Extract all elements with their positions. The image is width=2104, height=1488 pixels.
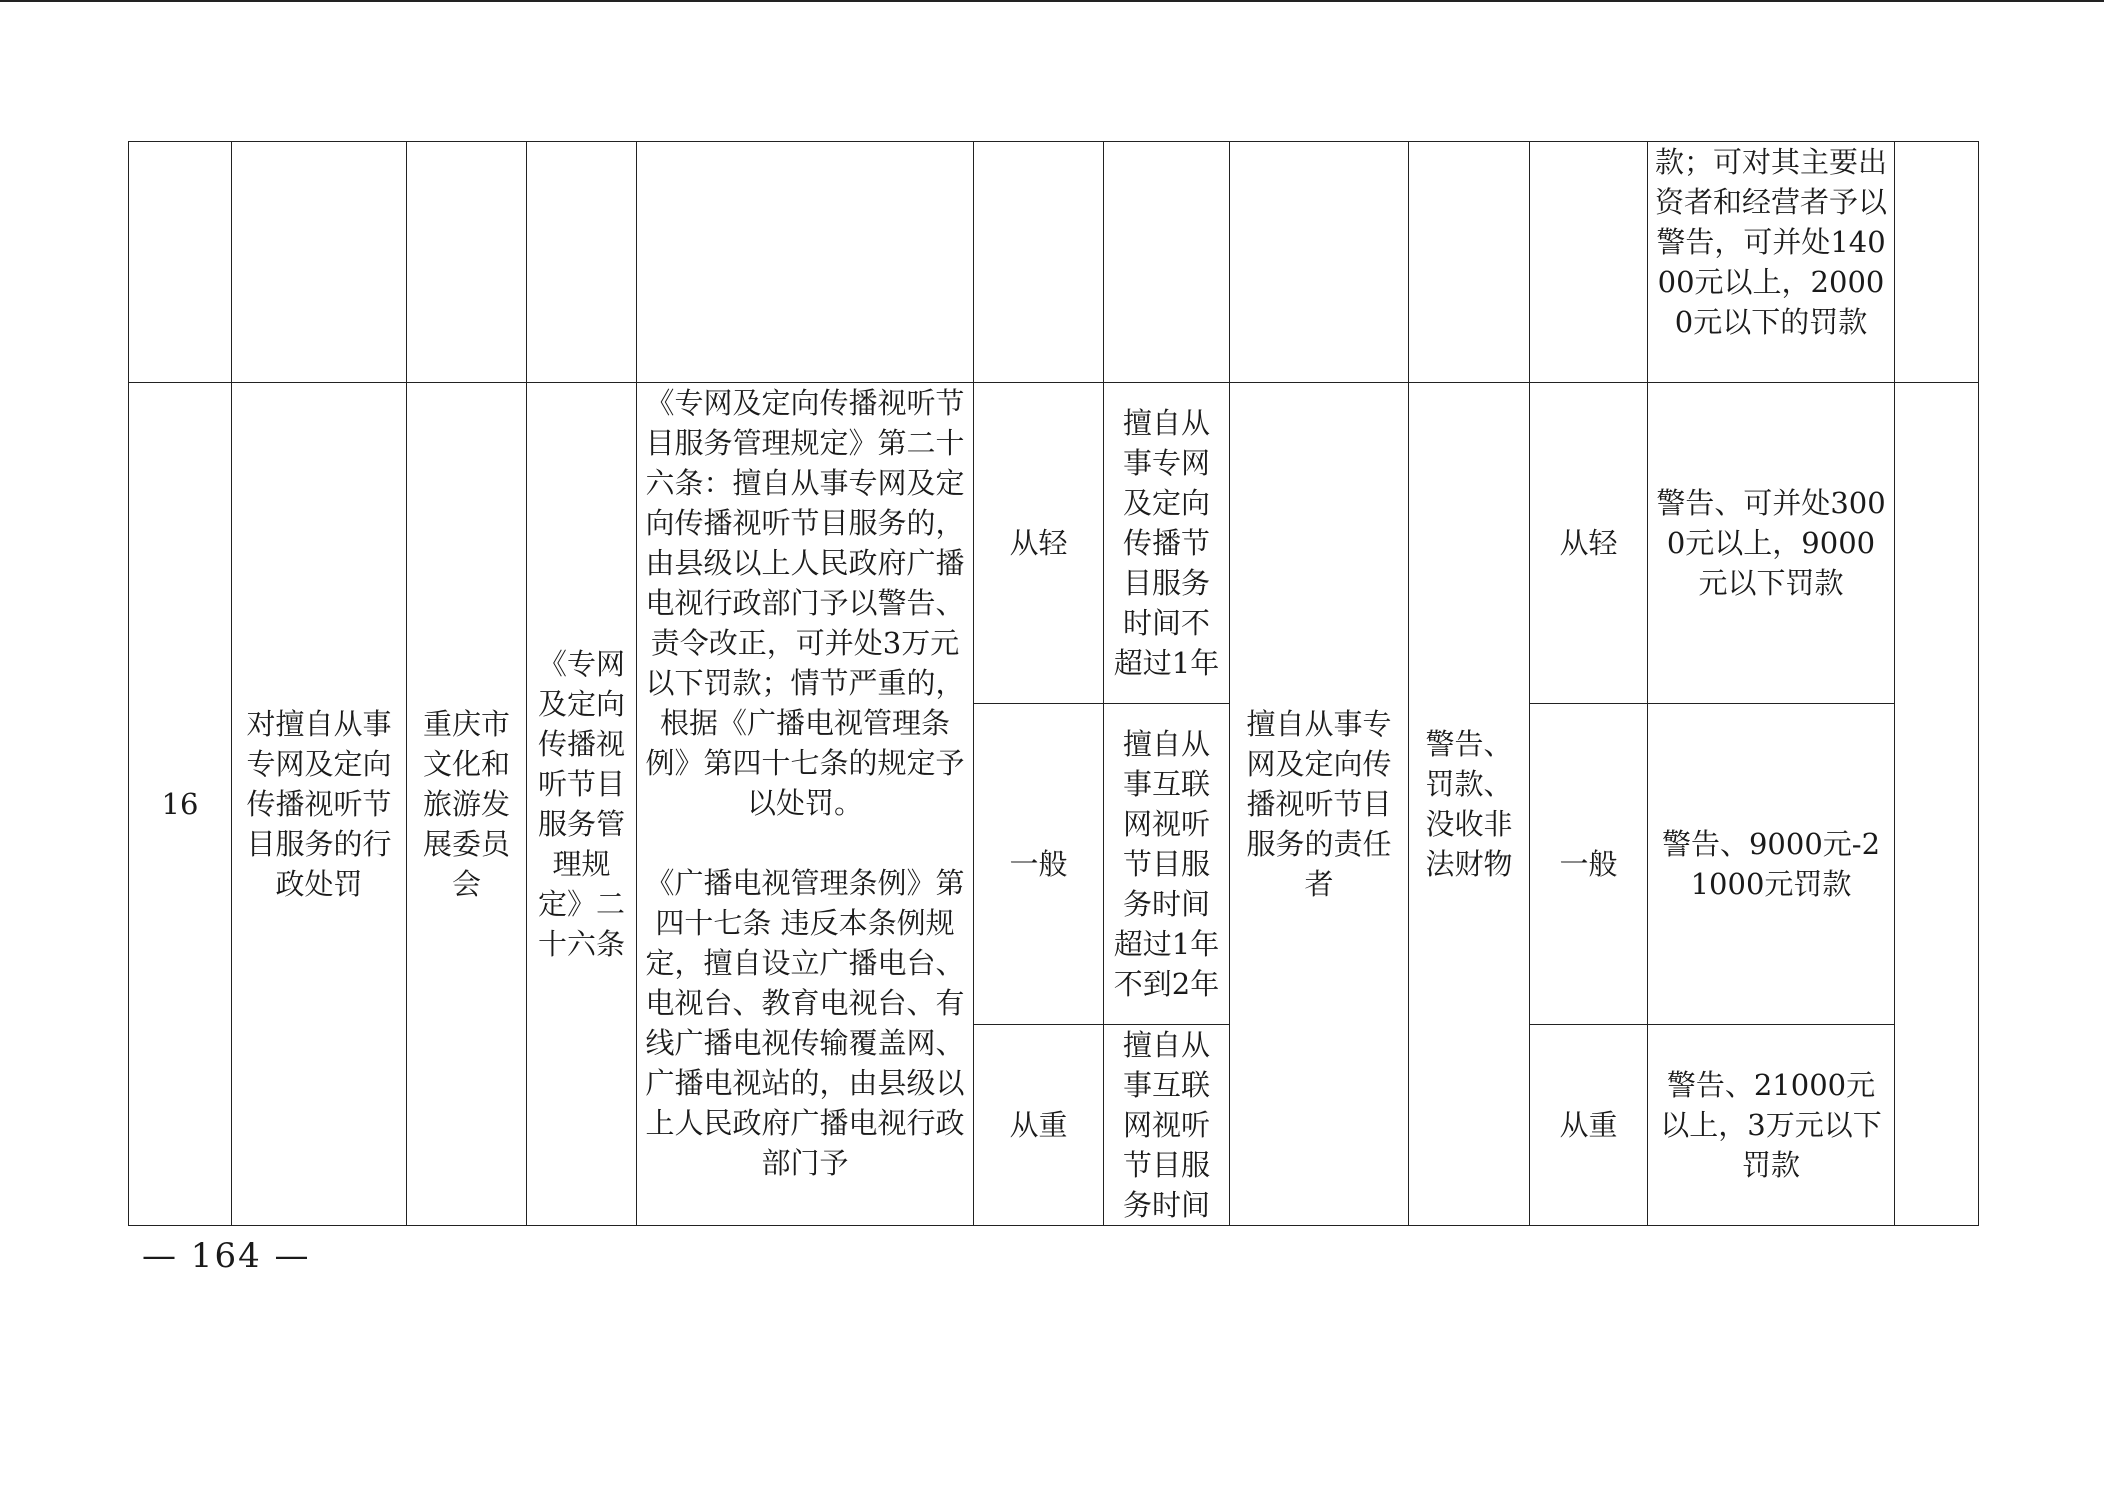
cell-empty (637, 142, 974, 383)
penalty-table (128, 141, 1979, 1226)
item-name: 对擅自从事专网及定向传播视听节目服务的行政处罚 (232, 383, 407, 1226)
cell-empty (407, 142, 527, 383)
page-number: — 164 — (142, 1236, 311, 1276)
tier-standard: 警告、21000元以上，3万元以下罚款 (1648, 1025, 1895, 1226)
tier-level: 一般 (974, 704, 1104, 1025)
cell-empty (129, 142, 232, 383)
cell-empty (1230, 142, 1409, 383)
tier-standard: 警告、可并处3000元以上，9000元以下罚款 (1648, 383, 1895, 704)
tier-level-2: 从轻 (1530, 383, 1648, 704)
cell-empty (1895, 142, 1979, 383)
tier-level: 从轻 (974, 383, 1104, 704)
item-penalty-types: 警告、罚款、没收非法财物 (1409, 383, 1530, 1226)
cell-empty (232, 142, 407, 383)
cell-empty (1895, 383, 1979, 1226)
tier-level-2: 从重 (1530, 1025, 1648, 1226)
cell-empty (1104, 142, 1230, 383)
item-authority: 重庆市文化和旅游发展委员会 (407, 383, 527, 1226)
tier-circumstance: 擅自从事专网及定向传播节目服务时间不超过1年 (1104, 383, 1230, 704)
tier-circumstance: 擅自从事互联网视听节目服务时间超过1年不到2年 (1104, 704, 1230, 1025)
item-number: 16 (129, 383, 232, 1226)
continued-penalty-text: 款；可对其主要出资者和经营者予以警告，可并处14000元以上，20000元以下的罚款 (1648, 142, 1895, 383)
tier-circumstance: 擅自从事互联网视听节目服务时间 (1104, 1025, 1230, 1226)
top-border-line (0, 0, 2104, 2)
tier-level: 从重 (974, 1025, 1104, 1226)
item-legal-text: 《专网及定向传播视听节目服务管理规定》第二十六条：擅自从事专网及定向传播视听节目服务的，由县级以上人民政府广播电视行政部门予以警告、责令改正，可并处3万元以下罚款；情节严重的，根据《广播电视管理条例》第四十七条的规定予以处罚。 《广播电视管理条例》第四十七条 违反本条例规定，擅自设立广播电台、电视台、教育电视台、有线广播电视传输覆盖网、广播电视站的，由县级以上人民政府广播电视行政部门予 (637, 383, 974, 1226)
item-row-tier-light (129, 383, 1979, 704)
cell-empty (974, 142, 1104, 383)
item-subject: 擅自从事专网及定向传播视听节目服务的责任者 (1230, 383, 1409, 1226)
cell-empty (1409, 142, 1530, 383)
continued-row (129, 142, 1979, 383)
item-basis: 《专网及定向传播视听节目服务管理规定》二十六条 (527, 383, 637, 1226)
tier-standard: 警告、9000元-21000元罚款 (1648, 704, 1895, 1025)
cell-empty (1530, 142, 1648, 383)
cell-empty (527, 142, 637, 383)
tier-level-2: 一般 (1530, 704, 1648, 1025)
